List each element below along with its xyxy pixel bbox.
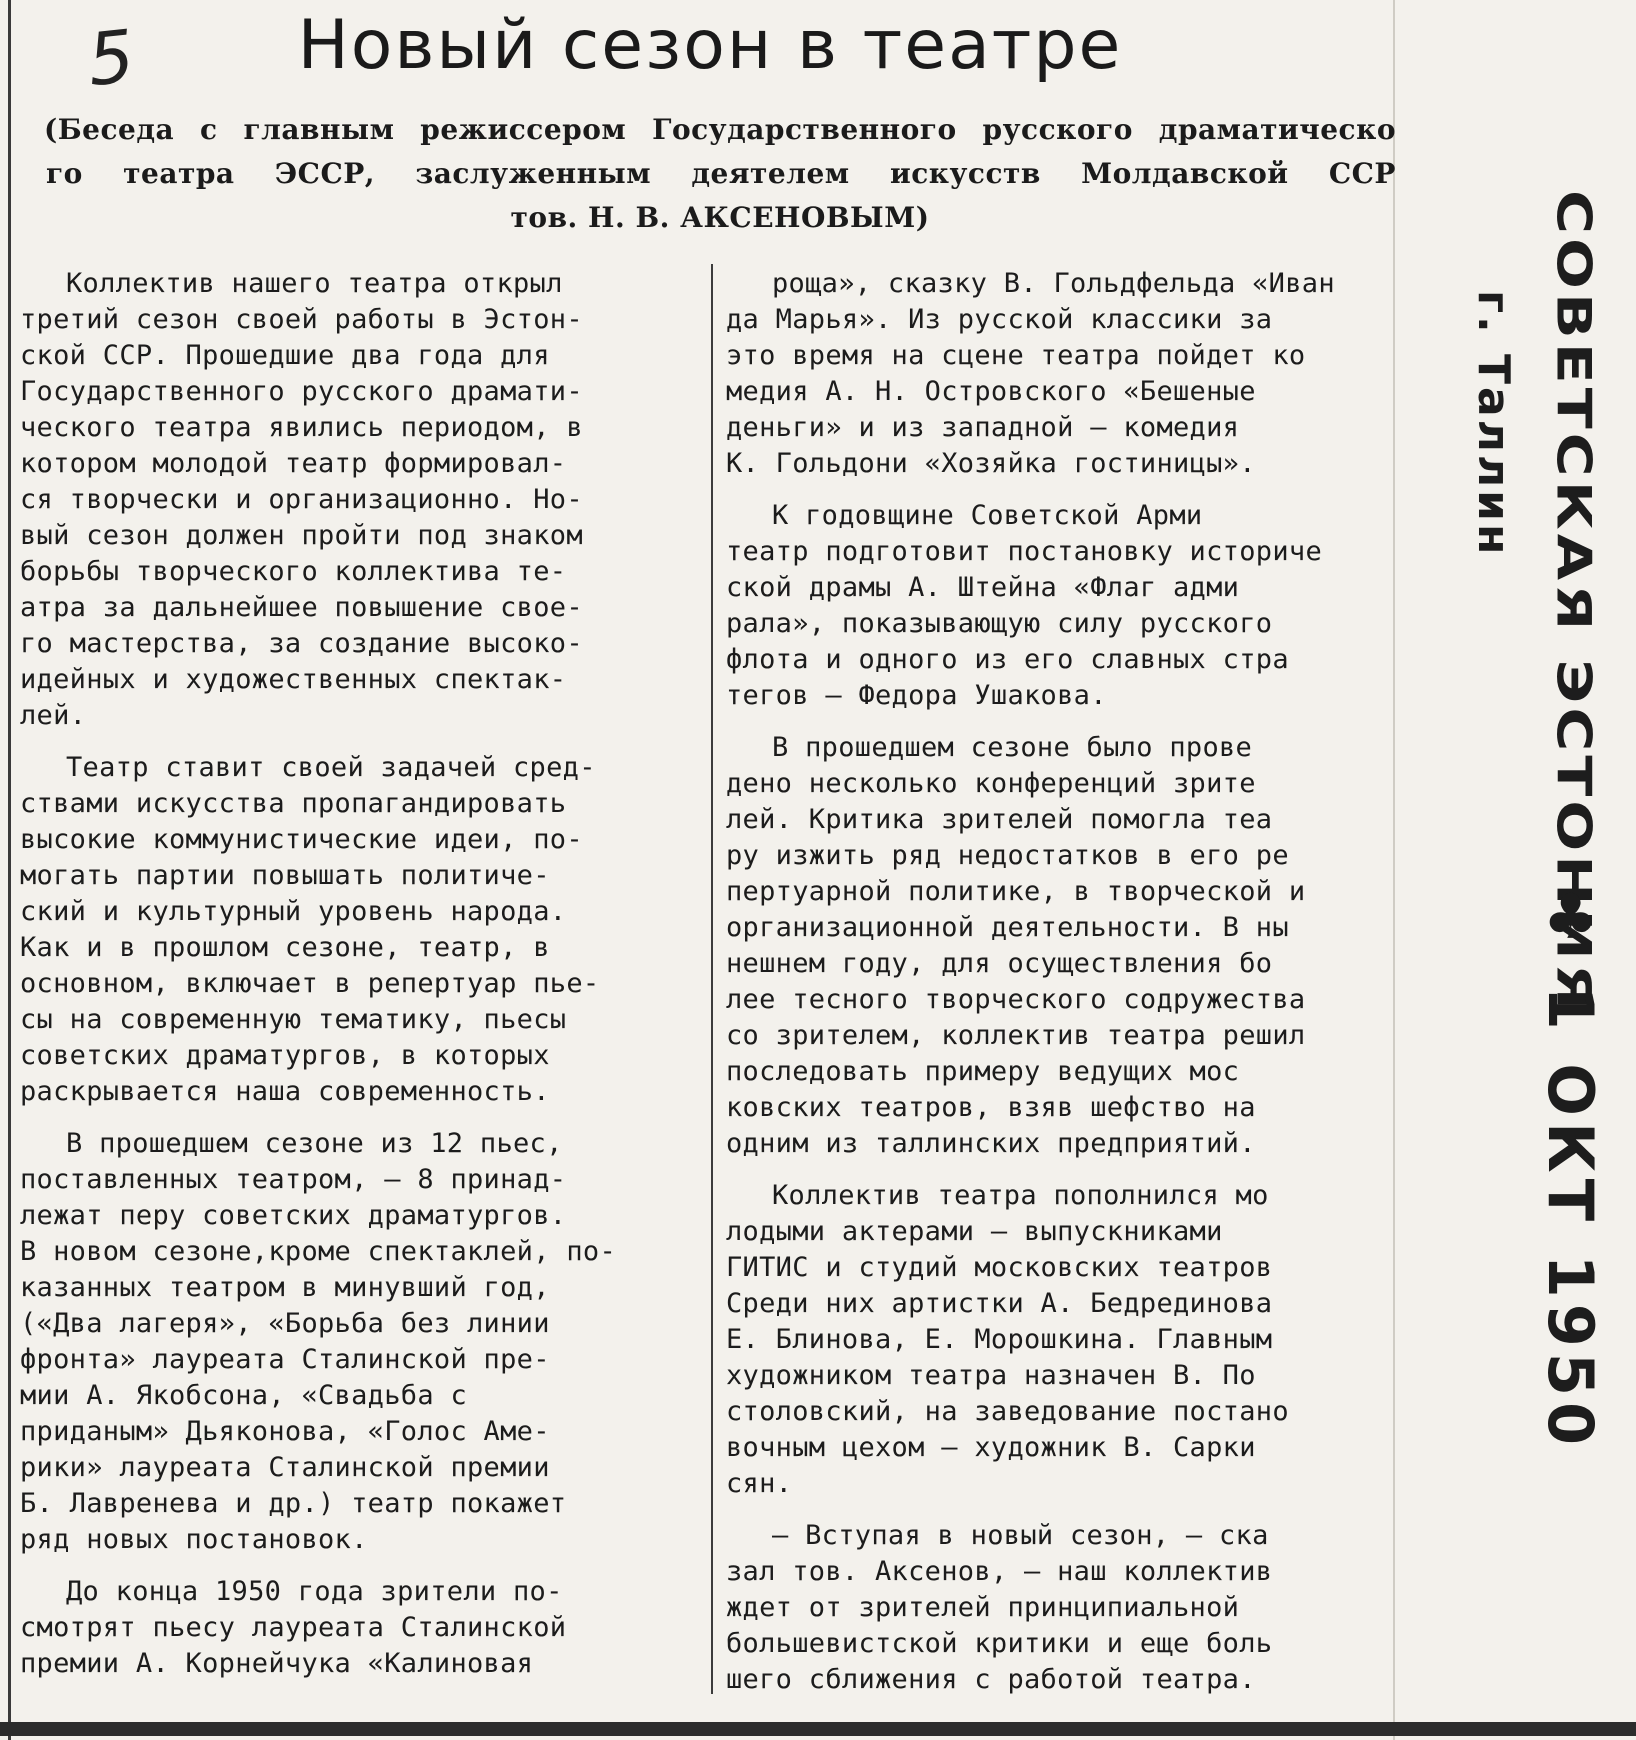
article-paragraph <box>20 750 700 1110</box>
source-stamp <box>1410 160 1636 1660</box>
text-line: казанных театром в минувший год, <box>20 1272 550 1303</box>
right-text-column <box>726 266 1396 1714</box>
text-line: столовский, на заведование постано <box>726 1396 1289 1427</box>
text-line: художником театра назначен В. По <box>726 1360 1256 1391</box>
article-subheading <box>44 108 1396 240</box>
text-line: раскрывается наша современность. <box>20 1076 550 1107</box>
column-divider <box>711 264 713 1694</box>
text-line: борьбы творческого коллектива те- <box>20 556 567 587</box>
text-line: В прошедшем сезоне было прове <box>772 732 1253 763</box>
subheading-line: го театра ЭССР, заслуженным деятелем искусств Молдавской ССР <box>46 157 1396 190</box>
text-line: поставленных театром, — 8 принад- <box>20 1164 567 1195</box>
text-line: атра за дальнейшее повышение свое- <box>20 592 583 623</box>
bottom-border-rule <box>0 1722 1636 1736</box>
newspaper-name: СОВЕТСКАЯ ЭСТОНИЯ <box>1545 190 1601 1014</box>
text-line: рики» лауреата Сталинской премии <box>20 1452 550 1483</box>
text-line: тегов — Федора Ушакова. <box>726 680 1107 711</box>
text-line: Театр ставит своей задачей сред- <box>66 752 596 783</box>
text-line: пертуарной политике, в творческой и <box>726 876 1306 907</box>
text-line: Б. Лавренева и др.) театр покажет <box>20 1488 567 1519</box>
text-line: ской ССР. Прошедшие два года для <box>20 340 550 371</box>
text-line: флота и одного из его славных стра <box>726 644 1289 675</box>
text-line: го мастерства, за создание высоко- <box>20 628 583 659</box>
handwritten-mark: 5 <box>83 13 139 103</box>
text-line: Коллектив нашего театра открыл <box>66 268 563 299</box>
text-line: В новом сезоне,кроме спектаклей, по- <box>20 1236 616 1267</box>
text-line: нешнем году, для осуществления бо <box>726 948 1273 979</box>
text-line: лежат перу советских драматургов. <box>20 1200 567 1231</box>
text-line: ждет от зрителей принципиальной <box>726 1592 1240 1623</box>
subheading-line: (Беседа с главным режиссером Государственного русского драматическо <box>44 113 1396 146</box>
text-line: роща», сказку В. Гольдфельда «Иван <box>772 268 1335 299</box>
text-line: лей. Критика зрителей помогла теа <box>726 804 1273 835</box>
subheading-line: тов. Н. В. АКСЕНОВЫМ) <box>510 201 930 234</box>
article-paragraph <box>20 1126 700 1558</box>
text-line: шего сближения с работой театра. <box>726 1664 1256 1695</box>
text-line: ру изжить ряд недостатков в его ре <box>726 840 1289 871</box>
text-line: вый сезон должен пройти под знаком <box>20 520 583 551</box>
text-line: фронта» лауреата Сталинской пре- <box>20 1344 550 1375</box>
text-line: большевистской критики и еще боль <box>726 1628 1273 1659</box>
text-line: («Два лагеря», «Борьба без линии <box>20 1308 550 1339</box>
left-border-rule <box>8 0 11 1740</box>
text-line: ся творчески и организационно. Но- <box>20 484 583 515</box>
text-line: да Марья». Из русской классики за <box>726 304 1273 335</box>
text-line: лей. <box>20 700 87 731</box>
left-text-column <box>20 266 700 1698</box>
text-line: лее тесного творческого содружества <box>726 984 1306 1015</box>
text-line: сян. <box>726 1468 793 1499</box>
text-line: театр подготовит постановку историче <box>726 536 1322 567</box>
publication-date: ♣ 1 ОКТ 1950 <box>1534 880 1607 1452</box>
article-headline: Новый сезон в театре <box>297 6 1123 85</box>
text-line: ской драмы А. Штейна «Флаг адми <box>726 572 1240 603</box>
text-line: последовать примеру ведущих мос <box>726 1056 1240 1087</box>
text-line: Коллектив театра пополнился мо <box>772 1180 1269 1211</box>
text-line: премии А. Корнейчука «Калиновая <box>20 1648 534 1679</box>
text-line: могать партии повышать политиче- <box>20 860 550 891</box>
text-line: ковских театров, взяв шефство на <box>726 1092 1256 1123</box>
text-line: лодыми актерами — выпускниками <box>726 1216 1223 1247</box>
article-paragraph <box>726 1518 1396 1698</box>
text-line: мии А. Якобсона, «Свадьба с <box>20 1380 467 1411</box>
article-paragraph <box>726 730 1396 1162</box>
text-line: основном, включает в репертуар пье- <box>20 968 600 999</box>
text-line: сы на современную тематику, пьесы <box>20 1004 567 1035</box>
text-line: дено несколько конференций зрите <box>726 768 1256 799</box>
article-paragraph <box>20 1574 700 1682</box>
text-line: приданым» Дьяконова, «Голос Аме- <box>20 1416 550 1447</box>
text-line: ряд новых постановок. <box>20 1524 368 1555</box>
text-line: медия А. Н. Островского «Бешеные <box>726 376 1256 407</box>
text-line: Среди них артистки А. Бедрединова <box>726 1288 1273 1319</box>
text-line: идейных и художественных спектак- <box>20 664 567 695</box>
text-line: деньги» и из западной — комедия <box>726 412 1240 443</box>
text-line: со зрителем, коллектив театра решил <box>726 1020 1306 1051</box>
text-line: Государственного русского драмати- <box>20 376 583 407</box>
text-line: одним из таллинских предприятий. <box>726 1128 1256 1159</box>
text-line: организационной деятельности. В ны <box>726 912 1289 943</box>
text-line: К годовщине Советской Арми <box>772 500 1203 531</box>
text-line: — Вступая в новый сезон, — ска <box>772 1520 1269 1551</box>
text-line: смотрят пьесу лауреата Сталинской <box>20 1612 567 1643</box>
text-line: вочным цехом — художник В. Сарки <box>726 1432 1256 1463</box>
text-line: Е. Блинова, Е. Морошкина. Главным <box>726 1324 1273 1355</box>
article-paragraph <box>726 498 1396 714</box>
text-line: зал тов. Аксенов, — наш коллектив <box>726 1556 1273 1587</box>
text-line: Как и в прошлом сезоне, театр, в <box>20 932 550 963</box>
newspaper-city: г. Таллин <box>1468 290 1519 558</box>
text-line: ческого театра явились периодом, в <box>20 412 583 443</box>
text-line: рала», показывающую силу русского <box>726 608 1273 639</box>
article-paragraph <box>20 266 700 734</box>
text-line: это время на сцене театра пойдет ко <box>726 340 1306 371</box>
text-line: котором молодой театр формировал- <box>20 448 567 479</box>
text-line: третий сезон своей работы в Эстон- <box>20 304 583 335</box>
text-line: высокие коммунистические идеи, по- <box>20 824 583 855</box>
text-line: ский и культурный уровень народа. <box>20 896 567 927</box>
text-line: ГИТИС и студий московских театров <box>726 1252 1273 1283</box>
text-line: До конца 1950 года зрители по- <box>66 1576 563 1607</box>
text-line: ствами искусства пропагандировать <box>20 788 567 819</box>
article-paragraph <box>726 1178 1396 1502</box>
text-line: К. Гольдони «Хозяйка гостиницы». <box>726 448 1256 479</box>
text-line: советских драматургов, в которых <box>20 1040 550 1071</box>
article-paragraph <box>726 266 1396 482</box>
text-line: В прошедшем сезоне из 12 пьес, <box>66 1128 563 1159</box>
